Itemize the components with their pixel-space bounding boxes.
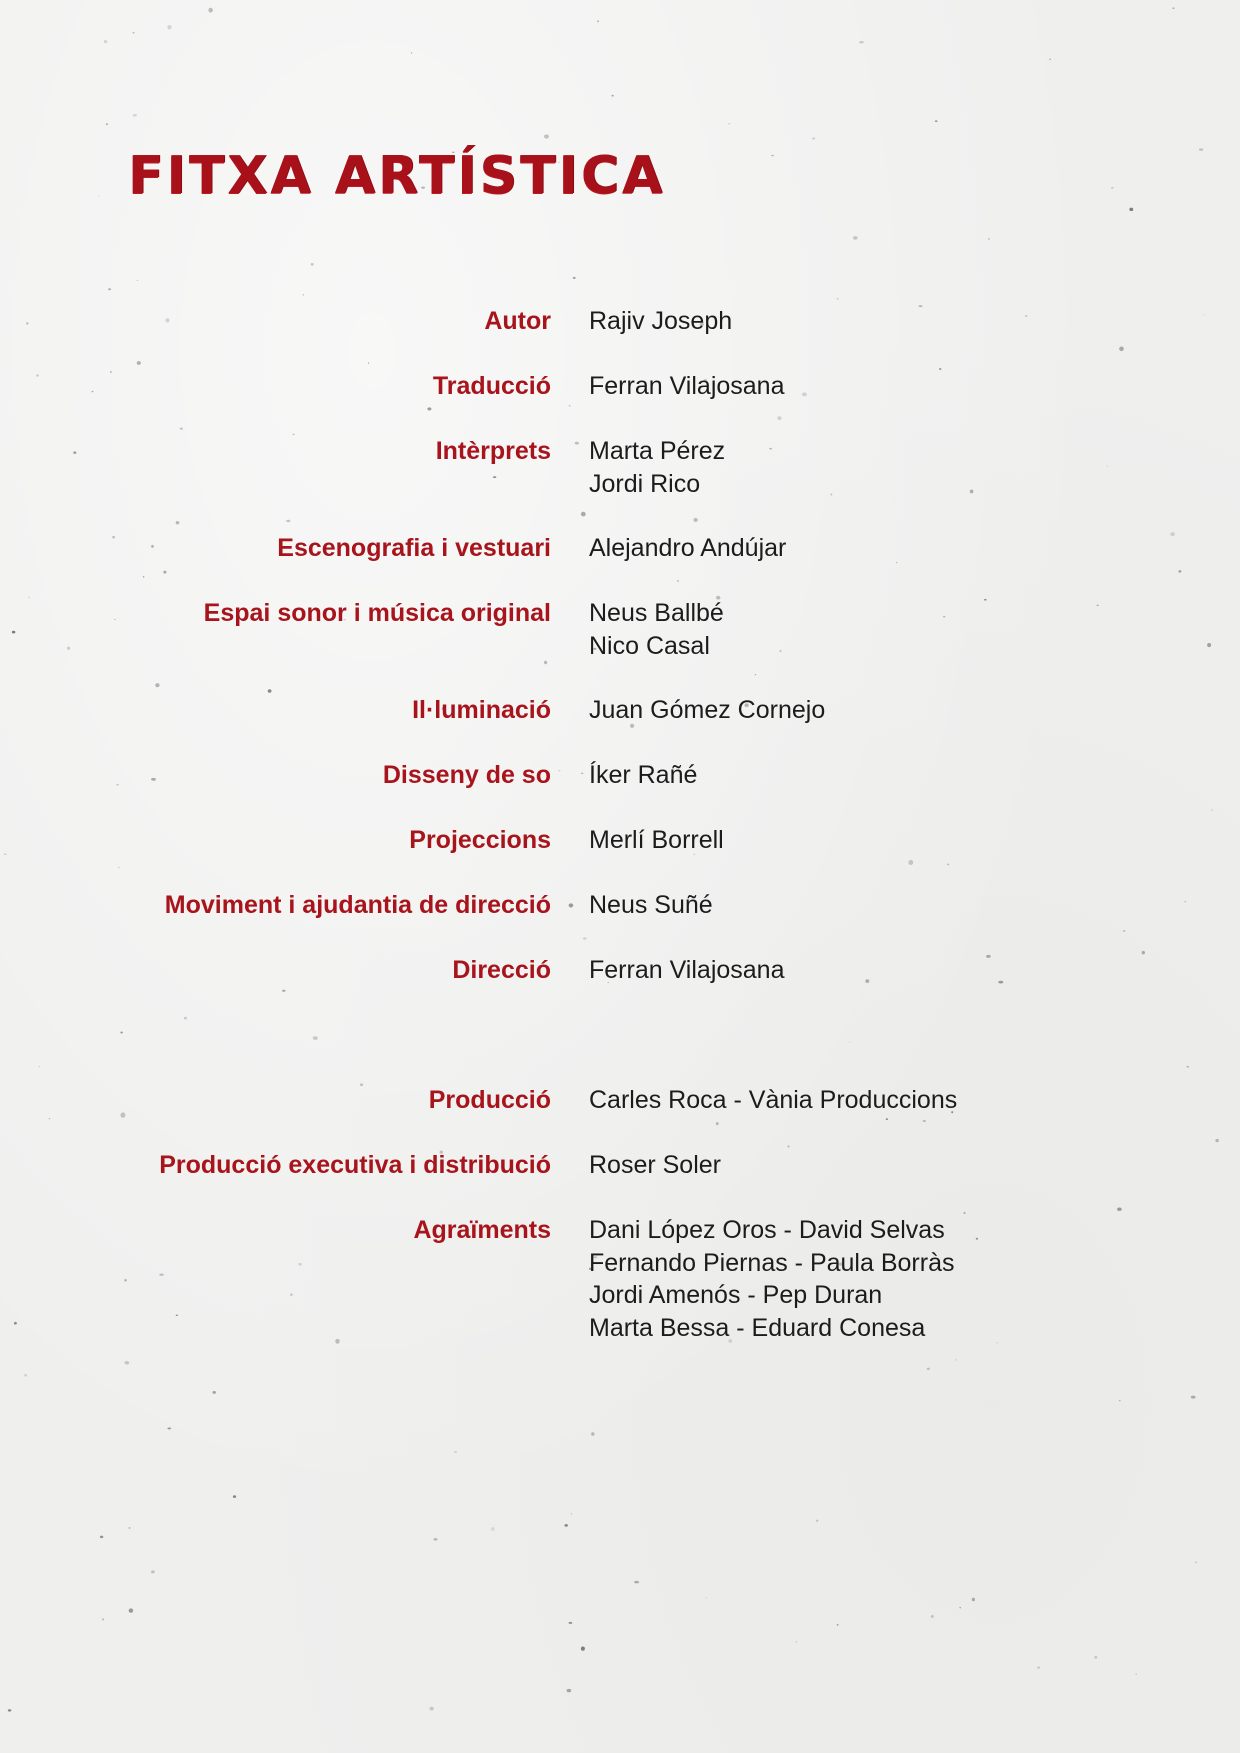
paper-speck (1185, 901, 1186, 902)
paper-speck (159, 1274, 163, 1276)
credit-names (589, 532, 786, 565)
paper-speck (108, 288, 111, 290)
paper-speck (1170, 532, 1175, 536)
paper-speck (837, 298, 839, 300)
paper-speck (802, 392, 807, 396)
paper-speck (865, 979, 869, 983)
paper-speck (98, 196, 100, 197)
paper-speck (8, 1709, 12, 1711)
credit-role: Il·luminació (412, 696, 551, 724)
credit-role: Producció (428, 1086, 551, 1114)
paper-speck (771, 155, 774, 157)
paper-speck (569, 405, 571, 407)
paper-speck (859, 41, 864, 43)
credit-name: Jordi Rico (589, 469, 701, 498)
credit-names (589, 694, 825, 727)
paper-speck (964, 1212, 966, 1214)
credit-name: Jordi Amenós - Pep Duran (589, 1281, 883, 1309)
paper-speck (180, 428, 183, 430)
paper-speck (286, 520, 290, 522)
credit-role: Escenografia i vestuari (277, 534, 551, 562)
page-title: FITXA ARTÍSTICA (128, 146, 666, 206)
paper-speck (73, 451, 76, 454)
paper-speck (927, 1368, 930, 1370)
paper-speck (302, 294, 304, 295)
paper-speck (133, 114, 137, 117)
paper-speck (1211, 810, 1212, 811)
credit-role: Intèrprets (435, 437, 551, 465)
paper-speck (573, 277, 576, 279)
paper-speck (1207, 643, 1211, 647)
paper-speck (1187, 1066, 1189, 1068)
paper-speck (176, 521, 180, 524)
credit-names (589, 954, 784, 987)
paper-speck (1119, 1400, 1120, 1401)
credit-name: Marta Bessa - Eduard Conesa (589, 1313, 926, 1342)
paper-speck (26, 322, 28, 325)
paper-speck (311, 263, 314, 266)
paper-speck (886, 1118, 888, 1120)
paper-speck (1215, 1139, 1219, 1142)
paper-speck (796, 1641, 798, 1642)
paper-speck (581, 773, 584, 775)
paper-speck (955, 1359, 957, 1360)
paper-speck (677, 580, 679, 582)
paper-speck (137, 361, 141, 365)
paper-speck (163, 571, 166, 574)
paper-speck (110, 371, 112, 373)
paper-speck (769, 448, 772, 450)
paper-speck (292, 434, 295, 436)
paper-speck (788, 1145, 790, 1147)
paper-speck (853, 236, 857, 240)
paper-speck (564, 1524, 567, 1527)
paper-speck (67, 647, 70, 650)
paper-speck (151, 1570, 155, 1573)
paper-speck (970, 489, 974, 493)
paper-speck (571, 1513, 573, 1514)
credit-name: Ferran Vilajosana (589, 956, 785, 984)
paper-speck (282, 990, 286, 992)
paper-speck (120, 1032, 122, 1034)
paper-speck (1195, 1562, 1197, 1563)
paper-speck (143, 576, 145, 577)
paper-speck (102, 1618, 104, 1620)
paper-speck (976, 1238, 978, 1240)
credit-role: Projeccions (409, 826, 551, 854)
paper-speck (1107, 466, 1108, 467)
paper-speck (233, 1495, 236, 1498)
paper-speck (908, 860, 913, 865)
paper-speck (569, 1622, 573, 1624)
credit-names (589, 824, 724, 857)
credit-role: Producció executiva i distribució (159, 1151, 551, 1179)
paper-speck (290, 1293, 292, 1295)
paper-speck (100, 1536, 103, 1539)
paper-speck (1025, 315, 1028, 317)
paper-speck (597, 20, 599, 22)
paper-speck (151, 778, 156, 781)
paper-speck (896, 562, 897, 563)
credit-names (589, 1214, 954, 1344)
credit-role: Disseny de so (382, 761, 551, 789)
paper-speck (165, 318, 169, 322)
paper-speck (755, 674, 757, 675)
paper-speck (849, 1041, 850, 1042)
paper-speck (493, 476, 496, 478)
credit-name: Carles Roca - Vània Produccions (589, 1086, 958, 1114)
credit-names (589, 370, 784, 403)
paper-speck (491, 1527, 495, 1531)
paper-speck (1191, 1396, 1196, 1399)
credit-role: Autor (484, 307, 551, 335)
paper-speck (24, 1374, 27, 1377)
paper-speck (335, 1339, 339, 1344)
paper-speck (816, 1520, 818, 1522)
credit-role: Traducció (432, 372, 551, 400)
paper-speck (118, 867, 119, 868)
credit-name: Alejandro Andújar (589, 534, 787, 562)
paper-speck (1094, 1656, 1097, 1659)
paper-speck (1117, 1208, 1122, 1211)
paper-speck (368, 363, 369, 364)
credit-name: Neus Suñé (589, 891, 713, 919)
credit-name: Fernando Piernas - Paula Borràs (589, 1248, 955, 1277)
paper-speck (213, 1391, 216, 1394)
credit-name: Merlí Borrell (589, 826, 724, 854)
paper-speck (155, 683, 159, 687)
paper-speck (706, 1597, 707, 1598)
paper-speck (611, 95, 613, 97)
paper-speck (583, 937, 587, 939)
paper-speck (972, 1598, 975, 1602)
paper-speck (779, 650, 781, 653)
credit-names (589, 1149, 721, 1182)
paper-speck (360, 1083, 363, 1086)
paper-speck (939, 368, 942, 370)
credit-role: Espai sonor i música original (203, 599, 551, 627)
credit-names (589, 759, 697, 792)
paper-speck (1203, 314, 1205, 315)
paper-speck (12, 631, 15, 634)
paper-speck (298, 1263, 302, 1266)
paper-speck (128, 1527, 130, 1528)
paper-speck (167, 25, 171, 29)
paper-speck (812, 138, 815, 140)
paper-speck (931, 1615, 934, 1618)
paper-speck (558, 770, 560, 771)
paper-speck (567, 1689, 572, 1692)
paper-speck (959, 1607, 961, 1609)
paper-speck (544, 661, 547, 664)
paper-speck (1199, 148, 1203, 150)
paper-speck (454, 1451, 457, 1453)
paper-speck (208, 8, 212, 13)
paper-speck (1097, 605, 1099, 606)
paper-speck (1123, 930, 1125, 932)
paper-speck (112, 536, 115, 539)
credit-name: Roser Soler (589, 1151, 721, 1179)
paper-speck (49, 1118, 51, 1119)
credit-names (589, 1084, 957, 1117)
paper-speck (429, 1707, 433, 1711)
paper-speck (28, 597, 30, 598)
credit-role: Direcció (452, 956, 551, 984)
paper-speck (581, 1646, 585, 1650)
credit-name: Dani López Oros - David Selvas (589, 1216, 945, 1244)
paper-speck (984, 599, 987, 601)
paper-speck (124, 1279, 126, 1281)
paper-speck (104, 40, 107, 43)
paper-speck (1119, 347, 1124, 352)
paper-speck (728, 123, 730, 124)
credit-name: Ferran Vilajosana (589, 372, 785, 400)
paper-speck (313, 1036, 318, 1040)
paper-speck (114, 619, 116, 620)
paper-speck (116, 784, 119, 785)
paper-speck (591, 1432, 594, 1436)
paper-speck (268, 689, 272, 693)
paper-speck (634, 1581, 639, 1583)
credit-name: Rajiv Joseph (589, 307, 733, 335)
paper-speck (575, 442, 579, 445)
paper-speck (137, 280, 139, 281)
paper-speck (830, 493, 832, 495)
paper-speck (935, 120, 938, 122)
paper-speck (923, 1120, 926, 1122)
credit-names (589, 597, 724, 662)
credit-name: Juan Gómez Cornejo (589, 696, 826, 724)
paper-speck (544, 134, 549, 138)
paper-speck (36, 374, 38, 376)
paper-speck (125, 1361, 130, 1365)
paper-speck (1049, 59, 1050, 60)
paper-speck (1037, 1667, 1040, 1669)
paper-speck (1135, 1673, 1137, 1674)
paper-speck (1129, 208, 1133, 212)
paper-speck (716, 1122, 719, 1125)
paper-speck (4, 853, 7, 854)
paper-speck (943, 616, 945, 617)
paper-speck (167, 1427, 171, 1429)
credit-names (589, 435, 725, 500)
paper-speck (92, 391, 94, 392)
paper-speck (693, 518, 697, 522)
paper-speck (988, 238, 990, 240)
paper-speck (133, 32, 135, 34)
paper-speck (919, 305, 923, 307)
paper-speck (427, 407, 431, 410)
paper-speck (1111, 187, 1114, 189)
credit-names (589, 305, 732, 338)
paper-speck (837, 1624, 839, 1626)
paper-speck (129, 1608, 134, 1612)
paper-speck (120, 1112, 125, 1117)
paper-speck (38, 1066, 40, 1067)
paper-speck (986, 955, 991, 958)
paper-speck (569, 903, 574, 907)
paper-speck (1178, 570, 1181, 572)
paper-speck (581, 512, 586, 517)
paper-speck (1172, 7, 1174, 9)
credit-role: Agraïments (413, 1216, 551, 1244)
credit-role: Moviment i ajudantia de direcció (164, 891, 551, 919)
paper-speck (1142, 951, 1145, 955)
paper-speck (777, 416, 781, 420)
credit-name: Nico Casal (589, 631, 710, 660)
paper-speck (151, 545, 154, 548)
paper-speck (176, 1315, 179, 1316)
paper-speck (184, 1017, 187, 1020)
paper-speck (411, 52, 412, 53)
paper-speck (947, 864, 949, 866)
credit-names (589, 889, 713, 922)
paper-speck (998, 981, 1003, 984)
paper-speck (106, 124, 108, 125)
paper-speck (433, 1538, 437, 1541)
credit-name: Neus Ballbé (589, 599, 724, 627)
credit-name: Marta Pérez (589, 437, 726, 465)
credit-name: Íker Rañé (589, 761, 698, 789)
paper-speck (14, 1322, 17, 1325)
paper-speck (996, 1342, 998, 1344)
